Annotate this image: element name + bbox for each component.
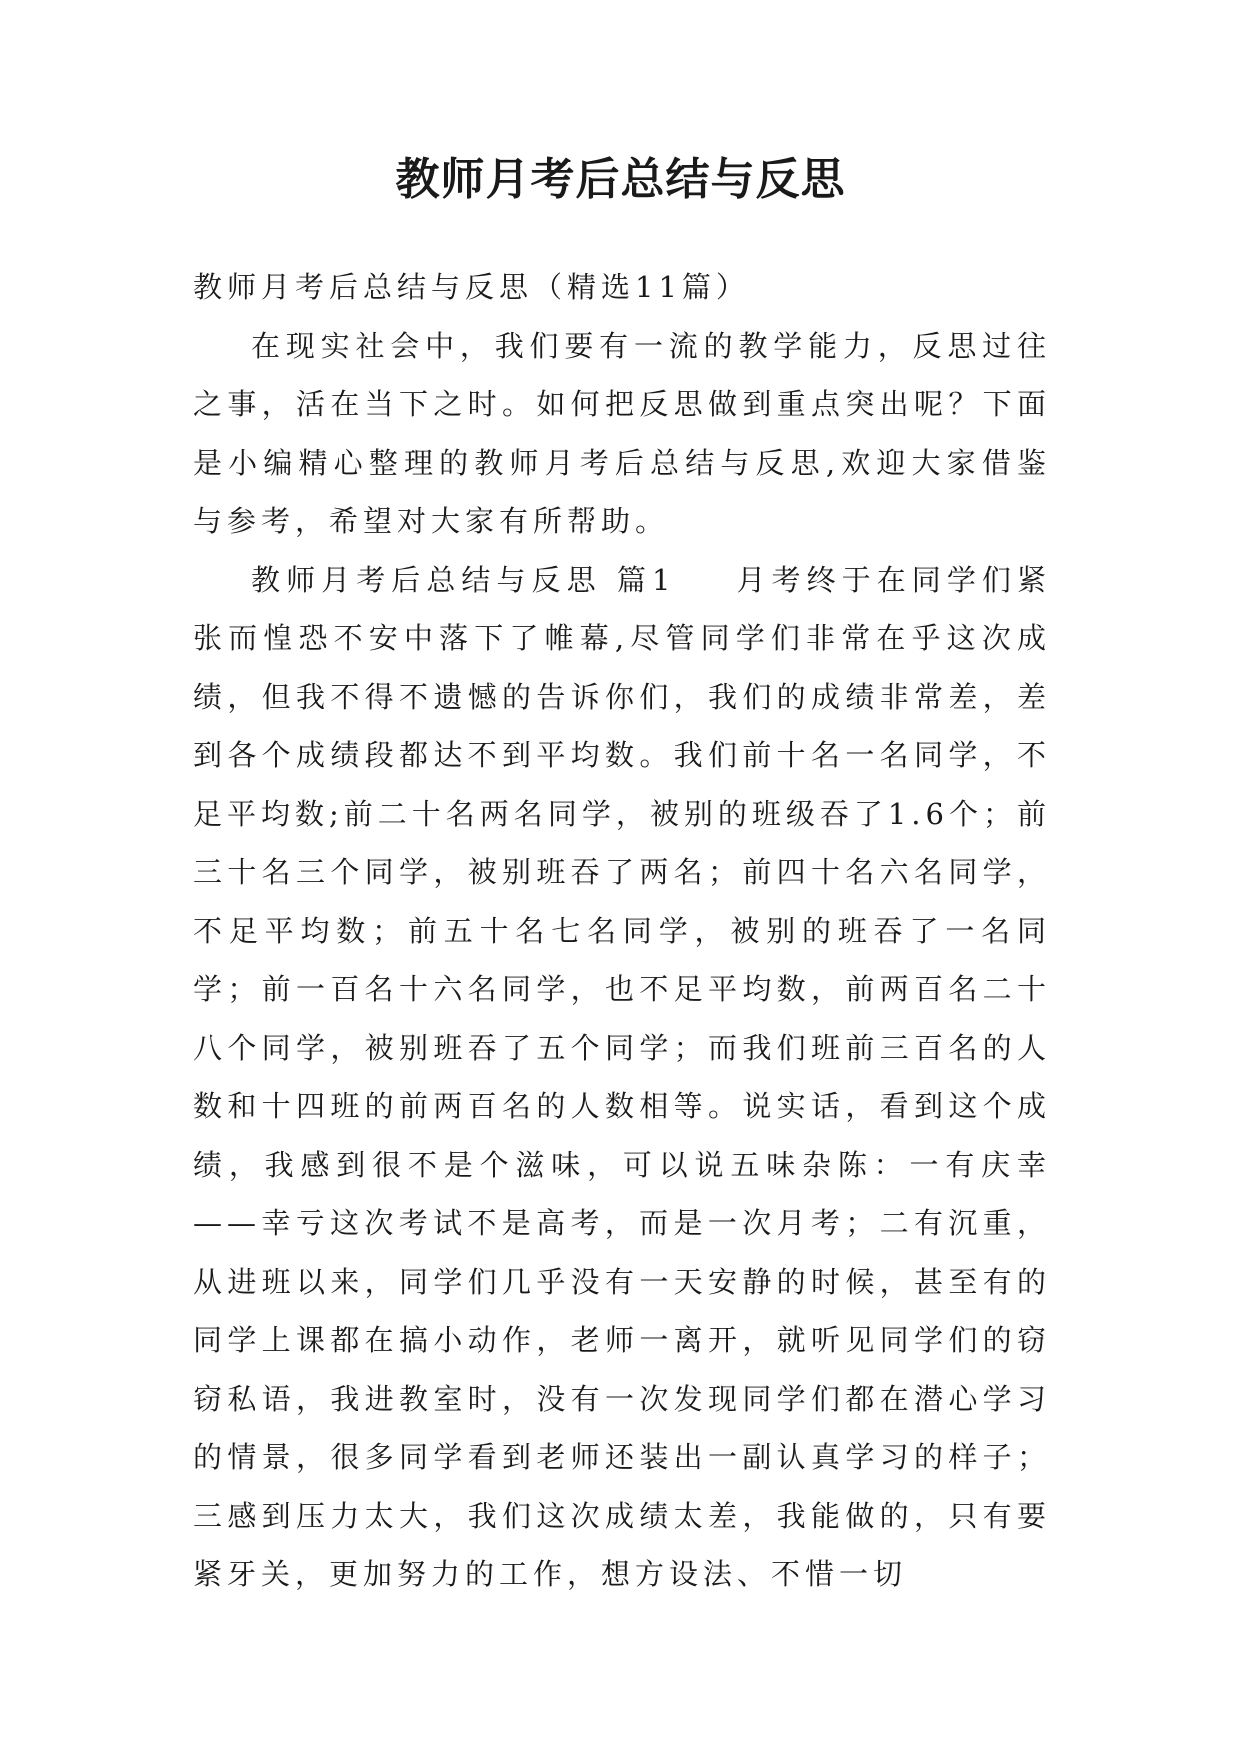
document-body (193, 258, 1051, 1604)
document-subtitle: 教师月考后总结与反思（精选11篇） (193, 270, 750, 304)
document-title: 教师月考后总结与反思 (395, 154, 846, 205)
section-1-heading: 教师月考后总结与反思 篇1 (251, 562, 676, 597)
intro-paragraph: 在现实社会中，我们要有一流的教学能力，反思过往之事，活在当下之时。如何把反思做到重点突出呢？下面是小编精心整理的教师月考后总结与反思,欢迎大家借鉴与参考，希望对大家有所帮助。 (193, 328, 1051, 538)
section-1-text: 月考终于在同学们紧张而惶恐不安中落下了帷幕,尽管同学们非常在乎这次成绩，但我不得不遗憾的告诉你们，我们的成绩非常差，差到各个成绩段都达不到平均数。我们前十名一名同学，不足平均数;前二十名两名同学，被别的班级吞了1.6个；前三十名三个同学，被别班吞了两名；前四十名六名同学，不足平均数；前五十名七名同学，被别的班吞了一名同学；前一百名十六名同学，也不足平均数，前两百名二十八个同学，被别班吞了五个同学；而我们班前三百名的人数和十四班的前两百名的人数相等。说实话，看到这个成绩，我感到很不是个滋味，可以说五味杂陈：一有庆幸——幸亏这次考试不是高考，而是一次月考；二有沉重，从进班以来，同学们几乎没有一天安静的时候，甚至有的同学上课都在搞小动作，老师一离开，就听见同学们的窃窃私语，我进教室时，没有一次发现同学们都在潜心学习的情景，很多同学看到老师还装出一副认真学习的样子；三感到压力太大，我们这次成绩太差，我能做的，只有要紧牙关，更加努力的工作，想方设法、不惜一切 (193, 562, 1051, 1591)
section-1-paragraph (193, 551, 1051, 1604)
